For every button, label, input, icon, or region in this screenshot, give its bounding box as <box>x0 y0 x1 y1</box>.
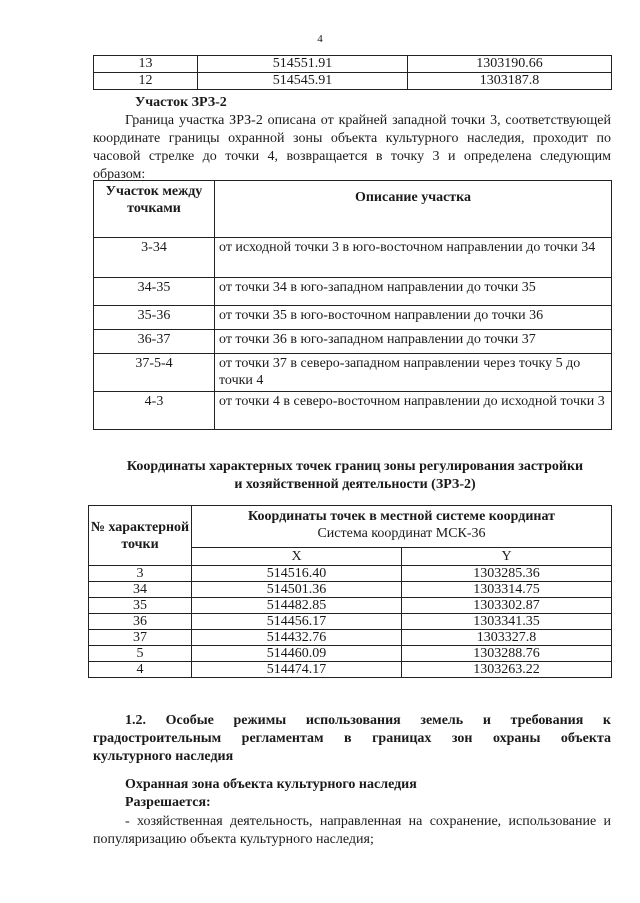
header-y: Y <box>402 548 612 566</box>
section-heading-zrz2: Участок ЗРЗ-2 <box>135 95 227 110</box>
coord-y: 1303314.75 <box>402 582 612 598</box>
header-coordinates <box>192 506 612 548</box>
coord-x: 514551.91 <box>198 56 408 73</box>
coord-y: 1303190.66 <box>408 56 612 73</box>
table-row <box>94 73 612 90</box>
coords-title-line2: и хозяйственной деятельности (ЗРЗ-2) <box>234 477 476 492</box>
section-1-2-line1: 1.2. Особые режимы использования земель и требования к <box>125 713 611 728</box>
table-row <box>89 630 612 646</box>
segment-description: от точки 37 в северо-западном направлении через точку 5 до точки 4 <box>215 354 612 392</box>
section-1-2-line2: градостроительным регламентам в границах зон охраны объекта <box>93 731 611 746</box>
segment-description: от точки 4 в северо-восточном направлении до исходной точки 3 <box>215 392 612 430</box>
table-row <box>94 238 612 278</box>
table-header-row <box>89 506 612 548</box>
coord-x: 514482.85 <box>192 598 402 614</box>
coord-y: 1303327.8 <box>402 630 612 646</box>
table-row <box>94 306 612 330</box>
header-point-number: № характерной точки <box>89 506 192 566</box>
header-coordinate-system: Система координат МСК-36 <box>317 526 486 541</box>
coords-table-continuation <box>93 55 612 90</box>
point-number: 3 <box>89 566 192 582</box>
segment-description: от исходной точки 3 в юго-восточном направлении до точки 34 <box>215 238 612 278</box>
segment-id: 37-5-4 <box>94 354 215 392</box>
coord-x: 514432.76 <box>192 630 402 646</box>
point-number: 5 <box>89 646 192 662</box>
section-1-2-line3: культурного наследия <box>93 749 234 764</box>
header-description: Описание участка <box>215 181 612 238</box>
table-row <box>89 566 612 582</box>
segment-description: от точки 34 в юго-западном направлении до точки 35 <box>215 278 612 306</box>
coord-y: 1303285.36 <box>402 566 612 582</box>
header-x: X <box>192 548 402 566</box>
table-header-row <box>94 181 612 238</box>
table-row <box>89 598 612 614</box>
allowed-item-1: - хозяйственная деятельность, направленная на сохранение, использование и популяризацию объекта культурного наследия; <box>93 814 611 847</box>
coord-y: 1303263.22 <box>402 662 612 678</box>
point-number: 37 <box>89 630 192 646</box>
coords-title-line1: Координаты характерных точек границ зоны регулирования застройки <box>126 459 584 474</box>
point-number: 36 <box>89 614 192 630</box>
table-row <box>94 278 612 306</box>
point-number: 13 <box>94 56 198 73</box>
coord-y: 1303341.35 <box>402 614 612 630</box>
coord-y: 1303288.76 <box>402 646 612 662</box>
point-number: 35 <box>89 598 192 614</box>
header-segment: Участок между точками <box>94 181 215 238</box>
table-row <box>94 330 612 354</box>
segment-id: 35-36 <box>94 306 215 330</box>
coord-x: 514460.09 <box>192 646 402 662</box>
segments-table <box>93 180 612 430</box>
page-number: 4 <box>317 33 323 45</box>
coord-x: 514474.17 <box>192 662 402 678</box>
segment-description: от точки 36 в юго-западном направлении до точки 37 <box>215 330 612 354</box>
segment-id: 34-35 <box>94 278 215 306</box>
table-row <box>94 56 612 73</box>
coord-x: 514516.40 <box>192 566 402 582</box>
table-row <box>89 582 612 598</box>
point-number: 34 <box>89 582 192 598</box>
segment-id: 3-34 <box>94 238 215 278</box>
segment-description: от точки 35 в юго-восточном направлении до точки 36 <box>215 306 612 330</box>
table-row <box>94 392 612 430</box>
segment-id: 36-37 <box>94 330 215 354</box>
coord-x: 514456.17 <box>192 614 402 630</box>
header-coordinates-title: Координаты точек в местной системе координат <box>248 509 555 524</box>
point-number: 4 <box>89 662 192 678</box>
coords-table <box>88 505 612 678</box>
coord-y: 1303302.87 <box>402 598 612 614</box>
allowed-label: Разрешается: <box>125 795 211 810</box>
table-row <box>89 646 612 662</box>
protect-zone-title: Охранная зона объекта культурного наследия <box>125 777 417 792</box>
coord-y: 1303187.8 <box>408 73 612 90</box>
table-row <box>89 662 612 678</box>
table-row <box>94 354 612 392</box>
section-paragraph: Граница участка ЗРЗ-2 описана от крайней западной точки 3, соответствующей координате границы охранной зоны объекта культурного наследия, проходит по часовой стрелке до точки 4, возвращается в точку 3 и определена следующим образом: <box>93 113 611 182</box>
coord-x: 514545.91 <box>198 73 408 90</box>
segment-id: 4-3 <box>94 392 215 430</box>
table-row <box>89 614 612 630</box>
coord-x: 514501.36 <box>192 582 402 598</box>
point-number: 12 <box>94 73 198 90</box>
